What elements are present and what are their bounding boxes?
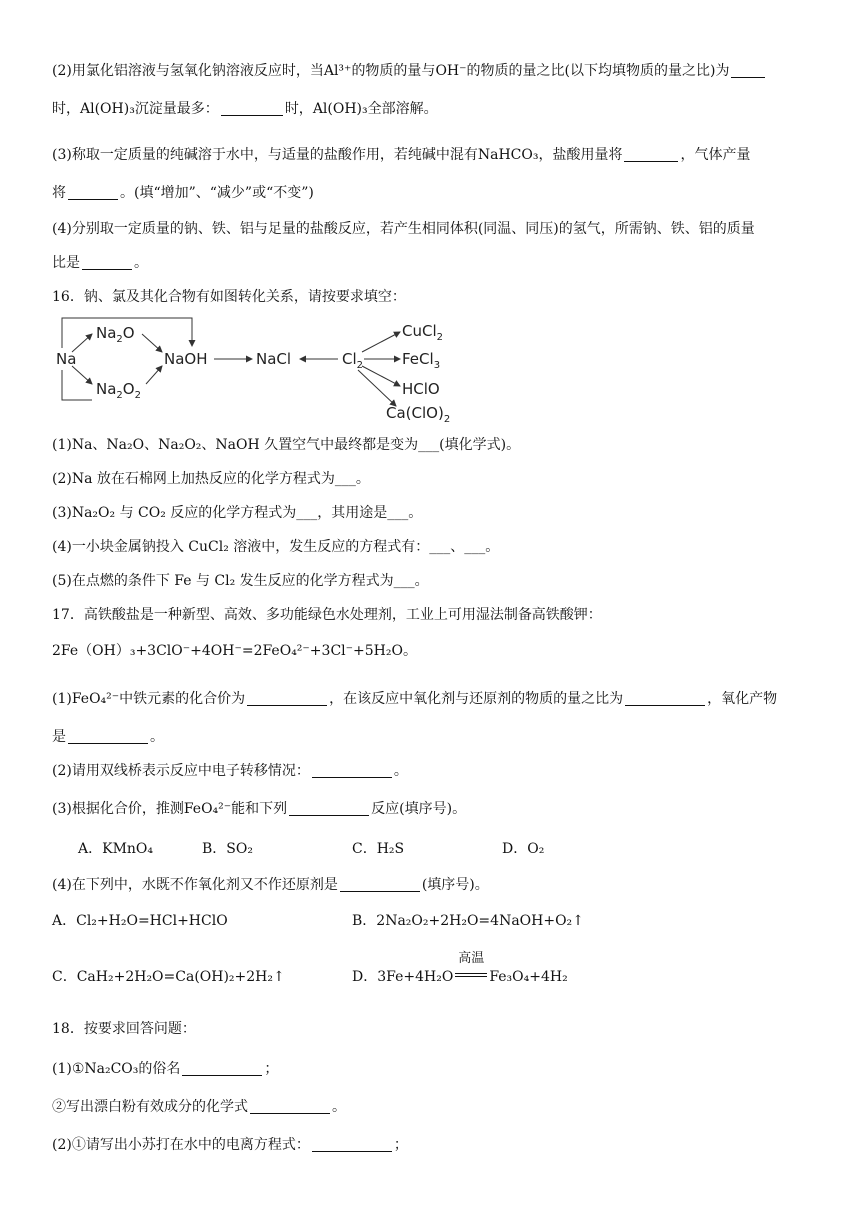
text: (2)请用双线桥表示反应中电子转移情况： <box>52 763 310 779</box>
q17-title: 17．高铁酸盐是一种新型、高效、多功能绿色水处理剂，工业上可用湿法制备高铁酸钾： <box>52 607 602 623</box>
option-b[interactable]: B．2Na₂O₂+2H₂O=4NaOH+O₂↑ <box>352 913 584 929</box>
conversion-diagram <box>52 314 472 426</box>
text: ，在该反应中氧化剂与还原剂的物质的量之比为 <box>329 691 624 707</box>
arrow-cl2-hclo <box>362 366 400 386</box>
text: 时， <box>52 101 80 117</box>
formula: Al³⁺ <box>323 63 352 79</box>
text: (4)在下列中，水既不作氧化剂又不作还原剂是 <box>52 877 338 893</box>
answer-blank[interactable] <box>68 185 118 200</box>
equals-sign <box>455 973 487 977</box>
q16-sub2: (2)Na 放在石棉网上加热反应的化学方程式为___。 <box>52 471 370 487</box>
answer-blank[interactable] <box>182 1061 262 1076</box>
arrow-na-na2o2-bottom <box>62 370 92 400</box>
text: 。 <box>150 729 164 745</box>
text: Fe₃O₄+4H₂ <box>489 969 568 985</box>
q15-part3-line2 <box>52 182 314 204</box>
text: (2)①请写出小苏打在水中的电离方程式： <box>52 1137 310 1153</box>
node-hclo: HClO <box>402 380 440 398</box>
text: 的俗名 <box>138 1061 181 1077</box>
q17-sub1-line2 <box>52 726 164 748</box>
formula: FeO₄²⁻ <box>183 801 232 817</box>
text: ，盐酸用量将 <box>538 147 623 163</box>
text: 是 <box>52 729 66 745</box>
option-d[interactable]: D．O₂ <box>502 841 545 857</box>
text: 的物质的量之比(以下均填物质的量之比)为 <box>466 63 730 79</box>
q16-sub3: (3)Na₂O₂ 与 CO₂ 反应的化学方程式为___，其用途是___。 <box>52 505 423 521</box>
formula: Al(OH)₃ <box>312 101 368 117</box>
text: (2)用氯化铝溶液与氢氧化钠溶液反应时，当 <box>52 63 324 79</box>
option-c[interactable]: C．H₂S <box>352 841 405 857</box>
answer-blank[interactable] <box>221 101 283 116</box>
answer-blank[interactable] <box>624 147 678 162</box>
reaction-condition <box>453 951 489 988</box>
answer-blank[interactable] <box>340 877 420 892</box>
text: (4)分别取一定质量的钠、铁、铝与足量的盐酸反应，若产生相同体积(同温、同压)的氢气，所需钠、铁、铝的质量 <box>52 221 755 237</box>
text: 将 <box>52 185 66 201</box>
option-a[interactable]: A．Cl₂+H₂O=HCl+HClO <box>52 913 228 929</box>
q18-title: 18．按要求回答问题： <box>52 1021 196 1037</box>
q17-sub4 <box>52 874 489 896</box>
answer-blank[interactable] <box>82 255 132 270</box>
node-na2o2: $Na_2O_2$ <box>96 380 141 401</box>
q16-sub5: (5)在点燃的条件下 Fe 与 Cl₂ 发生反应的化学方程式为___。 <box>52 573 429 589</box>
text: (3)根据化合价，推测 <box>52 801 184 817</box>
q15-part2-line1 <box>52 60 767 82</box>
text: D．3Fe+4H₂O <box>352 969 454 985</box>
text: 时， <box>284 101 313 117</box>
q15-part4-line1 <box>52 218 755 240</box>
text: 的物质的量与 <box>351 63 436 79</box>
option-a[interactable]: A．KMnO₄ <box>78 841 154 857</box>
text: 沉淀量最多： <box>134 101 219 117</box>
q18-sub3 <box>52 1134 408 1156</box>
option-b[interactable]: B．SO₂ <box>202 841 253 857</box>
answer-blank[interactable] <box>68 729 148 744</box>
text: 。 <box>134 255 148 271</box>
text: ，气体产量 <box>680 147 751 163</box>
q16-sub1: (1)Na、Na₂O、Na₂O₂、NaOH 久置空气中最终都是变为___(填化学式)。 <box>52 437 521 453</box>
arrow-na2o2-naoh <box>146 366 162 384</box>
arrow-cl2-cucl2 <box>362 332 400 352</box>
node-na: Na <box>56 350 77 368</box>
text: 比是 <box>52 255 80 271</box>
q18-sub1 <box>52 1058 278 1080</box>
text: (3)称取一定质量的纯碱溶于水中，与适量的盐酸作用，若纯碱中混有 <box>52 147 478 163</box>
arrow-na-na2o2 <box>72 366 92 384</box>
condition-label: 高温 <box>458 951 485 966</box>
q17-equation: 2Fe（OH）₃+3ClO⁻+4OH⁻=2FeO₄²⁻+3Cl⁻+5H₂O。 <box>52 643 417 659</box>
answer-blank[interactable] <box>247 691 327 706</box>
answer-blank[interactable] <box>731 63 765 78</box>
q17-sub1-line1 <box>52 688 777 710</box>
text: ； <box>264 1061 279 1077</box>
formula: OH⁻ <box>435 63 467 79</box>
text: (1)① <box>52 1061 85 1077</box>
text: 能和下列 <box>231 801 288 817</box>
formula: NaHCO₃ <box>477 147 539 163</box>
answer-blank[interactable] <box>250 1099 330 1114</box>
node-na2o: $Na_2O$ <box>96 324 135 345</box>
node-nacl: NaCl <box>256 350 292 368</box>
formula: Na₂CO₃ <box>84 1061 139 1077</box>
answer-blank[interactable] <box>289 801 369 816</box>
option-d[interactable] <box>352 951 568 988</box>
text: 。 <box>393 763 408 779</box>
node-fecl3: FeCl$_3$ <box>402 350 441 371</box>
arrow-na2o-naoh <box>142 334 162 352</box>
answer-blank[interactable] <box>625 691 705 706</box>
text: 全部溶解。 <box>367 101 438 117</box>
q15-part3-line1 <box>52 144 750 166</box>
q18-sub2 <box>52 1096 346 1118</box>
formula: Al(OH)₃ <box>80 101 135 117</box>
text: ②写出漂白粉有效成分的化学式 <box>52 1099 248 1115</box>
q15-part4-line2 <box>52 252 148 274</box>
node-cl2: $Cl_2$ <box>342 350 364 371</box>
node-cucl2: CuCl$_2$ <box>402 322 443 343</box>
arrow-cl2-caclo2 <box>358 370 396 406</box>
answer-blank[interactable] <box>312 1137 392 1152</box>
text: ，氧化产物 <box>707 691 778 707</box>
q16-sub4: (4)一小块金属钠投入 CuCl₂ 溶液中，发生反应的方程式有：___、___。 <box>52 539 500 555</box>
text: (1) <box>52 691 72 707</box>
formula: FeO₄²⁻ <box>71 691 120 707</box>
answer-blank[interactable] <box>312 763 392 778</box>
q17-sub3 <box>52 798 466 820</box>
text: 中铁元素的化合价为 <box>119 691 246 707</box>
text: ； <box>393 1137 408 1153</box>
text: 。 <box>332 1099 346 1115</box>
node-naoh: NaOH <box>164 350 208 368</box>
q17-sub2 <box>52 760 408 782</box>
text: 。(填“增加”、“减少”或“不变”) <box>120 185 314 201</box>
text: (填序号)。 <box>421 877 489 893</box>
q15-part2-line2 <box>52 98 438 120</box>
text: 反应(填序号)。 <box>371 801 467 817</box>
q16-title: 16．钠、氯及其化合物有如图转化关系，请按要求填空： <box>52 289 406 305</box>
option-c[interactable]: C．CaH₂+2H₂O=Ca(OH)₂+2H₂↑ <box>52 969 285 985</box>
node-caclo2: $Ca(ClO)_2$ <box>386 404 451 425</box>
